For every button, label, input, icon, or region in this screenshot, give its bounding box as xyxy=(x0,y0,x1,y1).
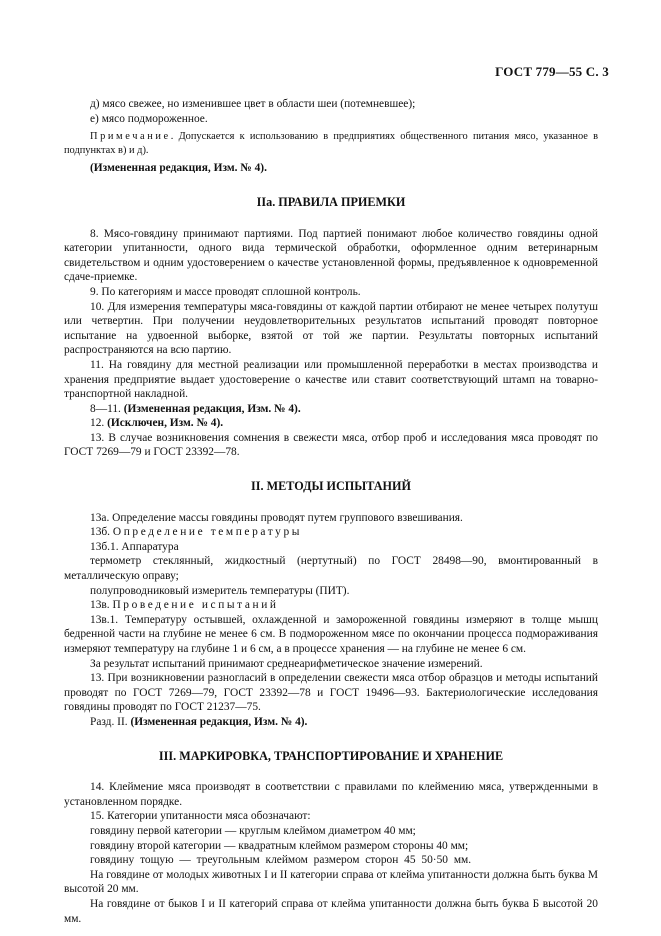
para-9: 9. По категориям и массе проводят сплошной контроль. xyxy=(90,285,361,298)
para-13: 13. В случае возникновения сомнения в свежести мяса, отбор проб и исследования мяса проводят по ГОСТ 7269—79 и ГОСТ 23392—78. xyxy=(64,431,598,459)
note xyxy=(64,130,598,157)
result-para: За результат испытаний принимают среднеарифметическое значение измерений. xyxy=(90,657,483,670)
thermometer-item: термометр стеклянный, жидкостный (нертутный) по ГОСТ 28498—90, вмонтированный в металлическую оправу; xyxy=(64,555,598,583)
para-13v xyxy=(64,598,598,613)
para-13b xyxy=(64,525,598,540)
para-13a: 13а. Определение массы говядины проводят путем группового взвешивания. xyxy=(90,511,463,524)
para-13v1: 13в.1. Температуру остывшей, охлажденной и замороженной говядины измеряют в толще мышц бедренной части на глубине не менее 6 см. В подмороженном мясе по окончании процесса подмораживания измеряют температуру на глубине 1 и 6 см, а в процессе хранения — на глубине не менее 6 см. xyxy=(64,613,598,655)
category-2: говядину второй категории — квадратным клеймом размером стороны 40 мм; xyxy=(90,839,469,852)
para-13-dispute: 13. При возникновении разногласий в определении свежести мяса отбор образцов и методы испытаний проводят по ГОСТ 7269—79, ГОСТ 23392—78 и ГОСТ 19496—93. Бактериологические исследования говядины проводят по ГОСТ 21237—75. xyxy=(64,672,598,714)
para-13b1: 13б.1. Аппаратура xyxy=(90,540,179,553)
para-15: 15. Категории упитанности мяса обозначают: xyxy=(90,810,311,823)
para-12-prefix: 12. xyxy=(90,417,108,430)
razd-2-prefix: Разд. II. xyxy=(90,715,131,728)
category-3: говядину тощую — треугольным клеймом размером сторон 45 50·50 мм. xyxy=(90,854,472,867)
section-3-title: III. МАРКИРОВКА, ТРАНСПОРТИРОВАНИЕ И ХРАНЕНИЕ xyxy=(158,748,504,763)
page-header: ГОСТ 779—55 С. 3 xyxy=(495,64,609,79)
para-8-11-edition: (Измененная редакция, Изм. № 4). xyxy=(123,402,301,415)
para-13b-prefix: 13б. xyxy=(90,526,113,539)
note-label: Примечание xyxy=(90,131,171,143)
item-e: е) мясо подмороженное. xyxy=(90,112,208,125)
note-text: . Допускается к использованию в предприятиях общественного питания мясо, указанное в подпунктах в) и д). xyxy=(64,131,598,156)
para-10: 10. Для измерения температуры мяса-говядины от каждой партии отбирают не менее четырех полутуш или четвертин. При получении неудовлетворительных результатов испытаний проводят повторное испытание на удвоенной выборке, взятой от той же партии. Результаты повторных испытаний распространяются на всю партию. xyxy=(64,300,598,357)
para-8: 8. Мясо-говядину принимают партиями. Под партией понимают любое количество говядины одной категории упитанности, одного вида термической обработки, оформленное одним ветеринарным свидетельством и одним удостоверением о качестве установленной формы, предъявленное к одновременной сдаче-приемке. xyxy=(64,227,598,284)
section-2-title: II. МЕТОДЫ ИСПЫТАНИЙ xyxy=(251,479,411,494)
para-8-11 xyxy=(64,402,598,417)
pit-item: полупроводниковый измеритель температуры (ПИТ). xyxy=(90,584,350,597)
para-13v-prefix: 13в. xyxy=(90,599,113,612)
item-d: д) мясо свежее, но изменившее цвет в области шеи (потемневшее); xyxy=(90,98,416,110)
bulls-para: На говядине от быков I и II категорий справа от клейма упитанности должна быть буква Б высотой 20 мм. xyxy=(64,897,598,925)
para-13v-heading: Проведение испытаний xyxy=(112,599,279,612)
document-body xyxy=(64,97,598,926)
section-2a-title: IIа. ПРАВИЛА ПРИЕМКИ xyxy=(256,194,406,209)
para-8-11-prefix: 8—11. xyxy=(90,402,124,415)
para-11: 11. На говядину для местной реализации или промышленной переработки в местах производства и хранения предприятие выдает удостоверение о качестве или ставит соответствующий штамп на товарно-транспортной накладной. xyxy=(64,358,598,401)
para-14: 14. Клеймение мяса производят в соответствии с правилами по клеймению мяса, утвержденными в установленном порядке. xyxy=(64,781,598,808)
razd-2-edition: (Измененная редакция, Изм. № 4). xyxy=(130,715,308,728)
para-13b-heading: Определение температуры xyxy=(112,526,303,539)
young-animals-para: На говядине от молодых животных I и II категории справа от клейма упитанности должна быть буква М высотой 20 мм. xyxy=(64,868,598,896)
para-12 xyxy=(64,416,598,431)
razd-2-note xyxy=(64,715,598,730)
category-1: говядину первой категории — круглым клеймом диаметром 40 мм; xyxy=(90,824,416,837)
para-12-excluded: (Исключен, Изм. № 4). xyxy=(107,417,224,430)
edition-note: (Измененная редакция, Изм. № 4). xyxy=(90,162,267,175)
